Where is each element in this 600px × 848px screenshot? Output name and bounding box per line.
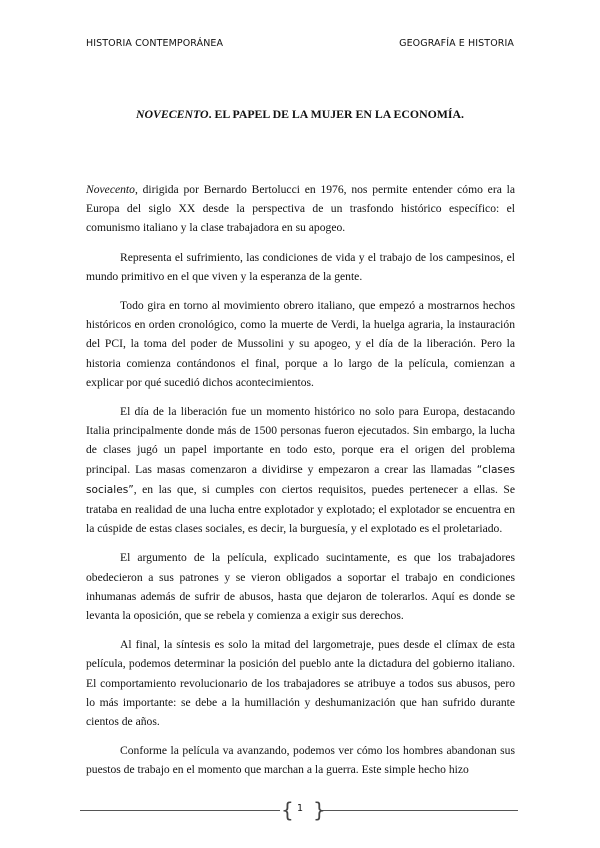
paragraph-7: Conforme la película va avanzando, podemos ver cómo los hombres abandonan sus puestos de trabajo en el momento que marchan a la guerra. Este simple hecho hizo — [86, 744, 515, 777]
paragraph-5: El argumento de la película, explicado sucintamente, es que los trabajadores obedecieron a sus patrones y se vieron obligados a soportar el trabajo en condiciones inhumanas además de sufrir de abusos, hasta que dejaron de tolerarlos. Aquí es donde se levanta la oposición, que se rebela y comienza a exigir sus derechos. — [86, 551, 515, 623]
page-number-left-brace: { — [281, 798, 294, 822]
paragraph-1 — [86, 180, 515, 238]
header-course-title: HISTORIA CONTEMPORÁNEA — [86, 38, 224, 49]
paragraph-4-text-a: El día de la liberación fue un momento histórico no solo para Europa, destacando Italia principalmente donde más de 1500 personas fueron ejecutados. Sin embargo, la lucha de clases jugó un papel importante en todo esto, porque era el origen del problema principal. Las masas comenzaron a dividirse y empezaron a crear las llamadas — [86, 405, 515, 476]
paragraph-6: Al final, la síntesis es solo la mitad del largometraje, pues desde el clímax de esta película, podemos determinar la posición del pueblo ante la dictadura del gobierno italiano. El comportamiento revolucionario de los trabajadores se atribuye a todos sus abusos, pero lo más importante: se debe a la humillación y deshumanización que han sufrido durante cientos de años. — [86, 638, 515, 729]
title-rest: . EL PAPEL DE LA MUJER EN LA ECONOMÍA. — [208, 107, 464, 121]
paragraph-1-film-name: Novecento — [86, 183, 135, 196]
paragraph-1-text: , dirigida por Bernardo Bertolucci en 1976, nos permite entender cómo era la Europa del siglo XX desde la perspectiva de un trasfondo histórico específico: el comunismo italiano y la clase trabajadora en su apogeo. — [86, 183, 515, 235]
footer-rule-left — [80, 810, 280, 811]
paragraph-4-text-b: , en las que, si cumples con ciertos requisitos, puedes pertenecer a ellas. Se trataba en realidad de una lucha entre explotador y explotado; el explotador se encuentra en la cúspide de estas clases sociales, es decir, la burguesía, y el explotado es el proletariado. — [86, 482, 515, 536]
header-subject: GEOGRAFÍA E HISTORIA — [399, 38, 514, 49]
document-title — [86, 107, 514, 122]
document-body — [86, 180, 515, 790]
footer-rule-right — [320, 810, 518, 811]
title-film-name: NOVECENTO — [136, 107, 209, 121]
page-number-right-brace: } — [313, 798, 326, 822]
page-number: 1 — [296, 803, 304, 814]
paragraph-2: Representa el sufrimiento, las condiciones de vida y el trabajo de los campesinos, el mundo primitivo en el que viven y la esperanza de la gente. — [86, 250, 515, 283]
paragraph-4 — [86, 402, 515, 538]
paragraph-3: Todo gira en torno al movimiento obrero italiano, que empezó a mostrarnos hechos históricos en orden cronológico, como la muerte de Verdi, la huelga agraria, la instauración del PCI, la toma del poder de Mussolini y su apogeo, y el día de la liberación. Pero la historia comienza contándonos el final, porque a lo largo de la película, comienzan a explicar por qué sucedió dichos acontecimientos. — [86, 299, 515, 389]
paragraph-4-quote: “clases sociales” — [86, 463, 515, 496]
